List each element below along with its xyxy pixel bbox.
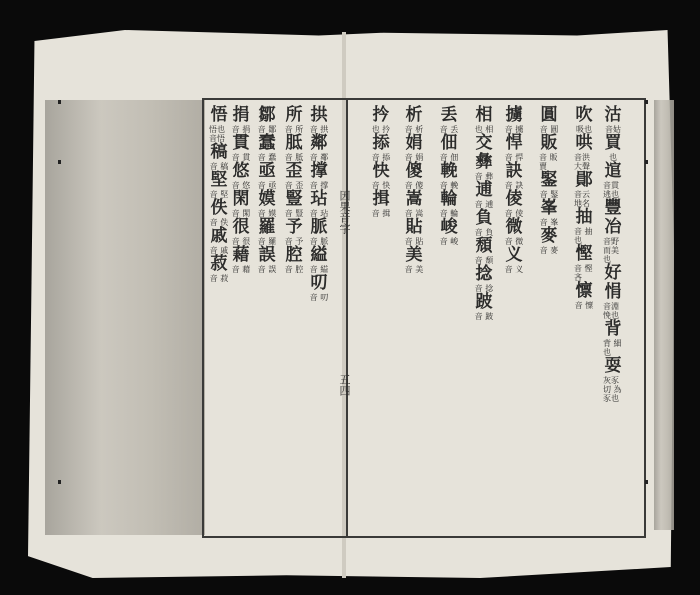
annotation-text: 音 傻 — [404, 181, 424, 190]
headword-char: 丢 — [440, 105, 458, 125]
page-title: 因果音字 — [338, 190, 351, 234]
text-column — [405, 106, 423, 274]
annotation-text: 音 貼 — [404, 237, 424, 246]
headword-char: 叨 — [310, 273, 328, 293]
headword-char: 負 — [475, 208, 493, 228]
headword-char: 交 — [475, 133, 493, 153]
headword-char: 嵩 — [405, 189, 423, 209]
annotation-text: 音 嫫 — [257, 209, 277, 218]
annotation-text: 音 藉 — [231, 265, 251, 274]
annotation-text: 音云 地名 — [574, 190, 590, 208]
headword-char: 慳 — [575, 244, 593, 264]
annotation-text: 音 訣 — [504, 181, 524, 190]
headword-char: 微 — [505, 217, 523, 237]
annotation-text: 音 拱 — [309, 125, 329, 134]
headword-char: 頹 — [475, 236, 493, 256]
annotation-text: 音 义 — [504, 265, 524, 274]
annotation-text: 灰豕切 為豕也 — [603, 376, 622, 403]
left-margin-print — [45, 100, 205, 535]
text-column — [258, 106, 276, 274]
headword-char: 鋻 — [540, 170, 558, 190]
annotation-text: 音 嵩 — [404, 209, 424, 218]
headword-char: 吹 — [575, 105, 593, 125]
headword-char: 閑 — [232, 189, 250, 209]
text-column — [210, 106, 228, 283]
annotation-text: 音 撑 — [309, 181, 329, 190]
headword-char: 麥 — [540, 226, 558, 246]
headword-char: 扲 — [372, 105, 390, 125]
annotation-text: 音 彝 — [474, 172, 494, 181]
headword-char: 誤 — [258, 245, 276, 265]
headword-char: 脈 — [310, 217, 328, 237]
annotation-text: 音 懍 — [574, 301, 594, 310]
text-column — [604, 106, 622, 403]
headword-char: 捻 — [475, 264, 493, 284]
annotation-text: 也 扲 — [371, 125, 391, 134]
annotation-text: 音 販賣 — [539, 153, 558, 171]
headword-char: 菽 — [210, 254, 228, 274]
headword-char: 腔 — [285, 245, 303, 265]
annotation-text: 音 誤 — [257, 265, 277, 274]
headword-char: 峯 — [540, 198, 558, 218]
text-column — [440, 106, 458, 246]
annotation-text: 音 擄 — [504, 125, 524, 134]
binding-hole — [58, 160, 61, 164]
annotation-text: 音 麥 — [539, 246, 559, 255]
annotation-text: 音 倰 — [504, 209, 524, 218]
headword-char: 所 — [285, 105, 303, 125]
headword-char: 倰 — [505, 189, 523, 209]
binding-hole — [645, 100, 648, 104]
headword-char: 貫 — [232, 133, 250, 153]
annotation-text: 音野 而美也 — [603, 237, 619, 264]
headword-char: 藉 — [232, 245, 250, 265]
headword-char: 哄 — [575, 133, 593, 153]
headword-char: 彝 — [475, 152, 493, 172]
headword-char: 胝 — [285, 133, 303, 153]
headword-char: 义 — [505, 245, 523, 265]
headword-char: 稿 — [210, 142, 228, 162]
headword-char: 擄 — [505, 105, 523, 125]
annotation-text: 音 菽 — [209, 274, 229, 283]
headword-char: 撑 — [310, 161, 328, 181]
headword-char: 羅 — [258, 217, 276, 237]
headword-char: 亟 — [258, 161, 276, 181]
annotation-text: 音 跛 — [474, 312, 494, 321]
annotation-text: 音 丢 — [439, 125, 459, 134]
headword-char: 峻 — [440, 217, 458, 237]
headword-char: 嫫 — [258, 189, 276, 209]
annotation-text: 音 娟 — [404, 153, 424, 162]
annotation-text: 音 所 — [284, 125, 304, 134]
annotation-text: 音 捻 — [474, 284, 494, 293]
annotation-text: 音 歪 — [284, 181, 304, 190]
headword-char: 捐 — [232, 105, 250, 125]
annotation-text: 音 縊 — [309, 265, 329, 274]
annotation-text: 音 胝 — [284, 153, 304, 162]
headword-char: 戚 — [210, 226, 228, 246]
annotation-text: 音 捐 — [231, 125, 251, 134]
annotation-text: 音 佚 — [209, 218, 229, 227]
headword-char: 冶 — [604, 217, 622, 237]
annotation-text: 音 微 — [504, 237, 524, 246]
headword-char: 鄰 — [310, 133, 328, 153]
text-column — [232, 106, 250, 274]
right-page-frame — [346, 98, 646, 538]
headword-char: 跛 — [475, 292, 493, 312]
headword-char: 悍 — [505, 133, 523, 153]
annotation-text: 音 抽也 — [574, 227, 593, 245]
headword-char: 輪 — [440, 189, 458, 209]
text-column — [310, 106, 328, 302]
headword-char: 相 — [475, 105, 493, 125]
headword-char: 娟 — [405, 133, 423, 153]
headword-char: 美 — [405, 245, 423, 265]
annotation-text: 音 鋻 — [539, 190, 559, 199]
annotation-text: 音 予 — [284, 237, 304, 246]
headword-char: 玷 — [310, 189, 328, 209]
headword-char: 背 — [604, 319, 622, 339]
annotation-text: 音 很 — [231, 237, 251, 246]
annotation-text: 音 輓 — [439, 181, 459, 190]
right-margin-print — [654, 100, 674, 530]
headword-char: 予 — [285, 217, 303, 237]
headword-char: 堅 — [210, 170, 228, 190]
headword-char: 揖 — [372, 189, 390, 209]
annotation-text: 音 戚 — [209, 246, 229, 255]
headword-char: 拱 — [310, 105, 328, 125]
text-column — [475, 106, 493, 321]
annotation-text: 也 相 — [474, 125, 494, 134]
annotation-text: 音 輪 — [439, 209, 459, 218]
binding-hole — [58, 100, 61, 104]
headword-char: 耍 — [604, 356, 622, 376]
headword-char: 豐 — [604, 198, 622, 218]
headword-char: 貼 — [405, 217, 423, 237]
headword-char: 縊 — [310, 245, 328, 265]
headword-char: 悁 — [604, 282, 622, 302]
annotation-text: 音 析 — [404, 125, 424, 134]
annotation-text: 音 亟 — [257, 181, 277, 190]
annotation-text: 音 峻 — [439, 237, 459, 246]
annotation-text: 吸也 — [576, 125, 592, 134]
annotation-text: 也 — [609, 153, 617, 162]
annotation-text: 背 細也 — [603, 339, 622, 357]
headword-char: 訣 — [505, 161, 523, 181]
headword-char: 歪 — [285, 161, 303, 181]
headword-char: 好 — [604, 263, 622, 283]
headword-char: 鄖 — [575, 170, 593, 190]
headword-char: 析 — [405, 105, 423, 125]
annotation-text: 音 悍 — [504, 153, 524, 162]
annotation-text: 音 貫 — [231, 153, 251, 162]
headword-char: 豎 — [285, 189, 303, 209]
annotation-text: 音 叨 — [309, 293, 329, 302]
text-column — [540, 106, 558, 255]
headword-char: 抽 — [575, 207, 593, 227]
binding-hole — [645, 480, 648, 484]
headword-char: 傻 — [405, 161, 423, 181]
annotation-text: 音 腔 — [284, 265, 304, 274]
annotation-text: 音淵 悗也 — [603, 302, 619, 320]
annotation-text: 音貫 逃也 — [603, 181, 619, 199]
annotation-text: 音 悠 — [231, 181, 251, 190]
annotation-text: 音 揖 — [371, 209, 391, 218]
annotation-text: 音 逋 — [474, 200, 494, 209]
annotation-text: 悟也 音悟 — [209, 125, 225, 143]
annotation-text: 音 負 — [474, 228, 494, 237]
page-number: 五四 — [338, 374, 351, 396]
annotation-text: 音 堅 — [209, 190, 229, 199]
annotation-text: 音洪 大聲 — [574, 153, 590, 171]
headword-char: 蠢 — [258, 133, 276, 153]
annotation-text: 音 美 — [404, 265, 424, 274]
text-column — [505, 106, 523, 274]
headword-char: 掭 — [372, 133, 390, 153]
text-column — [372, 106, 390, 218]
annotation-text: 音 頹 — [474, 256, 494, 265]
annotation-text: 音 快 — [371, 181, 391, 190]
annotation-text: 音 豎 — [284, 209, 304, 218]
text-column — [575, 106, 593, 310]
headword-char: 沽 — [604, 105, 622, 125]
headword-char: 佃 — [440, 133, 458, 153]
annotation-text: 音姑 — [605, 125, 621, 134]
annotation-text: 音 掭 — [371, 153, 391, 162]
headword-char: 逭 — [604, 161, 622, 181]
headword-char: 懔 — [575, 281, 593, 301]
headword-char: 販 — [540, 133, 558, 153]
headword-char: 佚 — [210, 198, 228, 218]
headword-char: 輓 — [440, 161, 458, 181]
binding-hole — [645, 160, 648, 164]
annotation-text: 音 脈 — [309, 237, 329, 246]
headword-char: 很 — [232, 217, 250, 237]
center-title — [338, 190, 352, 396]
annotation-text: 音 慳吝 — [574, 264, 593, 282]
annotation-text: 音 佃 — [439, 153, 459, 162]
annotation-text: 音 鄒 — [257, 125, 277, 134]
annotation-text: 音 圓 — [539, 125, 559, 134]
headword-char: 買 — [604, 133, 622, 153]
headword-char: 悟 — [210, 105, 228, 125]
annotation-text: 音 閑 — [231, 209, 251, 218]
annotation-text: 音 蠢 — [257, 153, 277, 162]
annotation-text: 音 鄰 — [309, 153, 329, 162]
annotation-text: 音 玷 — [309, 209, 329, 218]
annotation-text: 音 羅 — [257, 237, 277, 246]
headword-char: 悠 — [232, 161, 250, 181]
headword-char: 圓 — [540, 105, 558, 125]
headword-char: 快 — [372, 161, 390, 181]
binding-hole — [58, 480, 61, 484]
headword-char: 逋 — [475, 180, 493, 200]
annotation-text: 音 峯 — [539, 218, 559, 227]
text-column — [285, 106, 303, 274]
annotation-text: 音 稿 — [209, 162, 229, 171]
headword-char: 鄒 — [258, 105, 276, 125]
